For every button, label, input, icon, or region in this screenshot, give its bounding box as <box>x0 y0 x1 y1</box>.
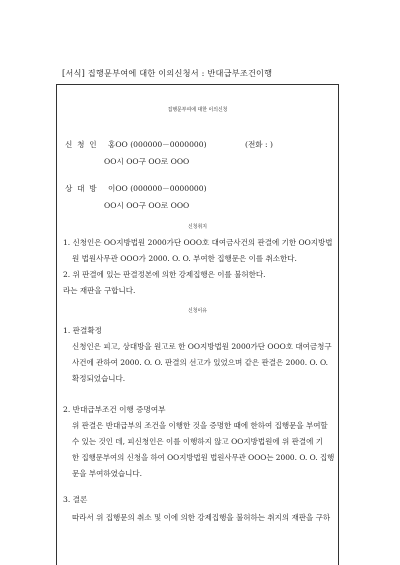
purpose-item: 원 법원사무관 OOO가 2000. O. O. 부여한 집행문은 이를 취소한다. <box>72 254 297 263</box>
reasons-heading: 신청이유 <box>188 308 207 314</box>
respondent-address: OO시 OO구 OO로 OOO <box>104 201 190 210</box>
purpose-heading: 신청취지 <box>188 224 207 230</box>
reason-line: 수 있는 것인 데, 피신청인은 이를 이행하지 않고 OO지방법원에 위 판결에 기 <box>72 437 324 446</box>
purpose-item: 라는 재판을 구합니다. <box>63 286 136 295</box>
reason-section-title: 3. 결론 <box>63 495 88 504</box>
reason-section-title: 1. 판결확정 <box>63 326 103 335</box>
applicant-phone: (전화 : ) <box>245 140 273 149</box>
respondent-name-id: 이OO (000000－0000000) <box>108 184 207 193</box>
reason-line: 신청인은 피고, 상대방을 원고로 한 OO지방법원 2000가단 OOO호 대여금청구 <box>72 342 332 351</box>
reason-section-title: 2. 반대급부조건 이행 증명여부 <box>63 405 166 414</box>
reason-line: 따라서 위 집행문의 취소 및 이에 의한 강제집행을 불허하는 취지의 재판을 구하 <box>72 513 331 522</box>
respondent-label: 상 대 방 <box>65 184 98 193</box>
applicant-address: OO시 OO구 OO로 OOO <box>104 157 190 166</box>
applicant-name-id: 홍OO (000000－0000000) <box>108 140 207 149</box>
document-title: 집행문부여에 대한 이의신청 <box>167 107 228 113</box>
reason-line: 확정되었습니다. <box>72 374 126 383</box>
purpose-item: 1. 신청인은 OO지방법원 2000가단 OOO호 대여금사건의 판결에 기한 OO지방법 <box>63 238 333 247</box>
applicant-label: 신 청 인 <box>65 140 98 149</box>
application-form-frame <box>56 84 339 565</box>
purpose-item: 2. 위 판결에 있는 판결정본에 의한 강제집행은 이를 불허한다. <box>63 270 266 279</box>
reason-line: 한 집행문부여의 신청을 하여 OO지방법원 법원사무관 OOO는 2000. O. O. 집행 <box>72 453 335 462</box>
document-header-line: [서식] 집행문부여에 대한 이의신청서 : 반대급부조건이행 <box>62 68 273 78</box>
reason-line: 사건에 관하여 2000. O. O. 판결의 선고가 있었으며 같은 판결은 2000. O. O. <box>72 358 329 367</box>
reason-line: 위 판결은 반대급부의 조건을 이행한 것을 증명한 때에 한하여 집행문을 부여할 <box>72 421 328 430</box>
reason-line: 문을 부여하였습니다. <box>72 469 142 478</box>
